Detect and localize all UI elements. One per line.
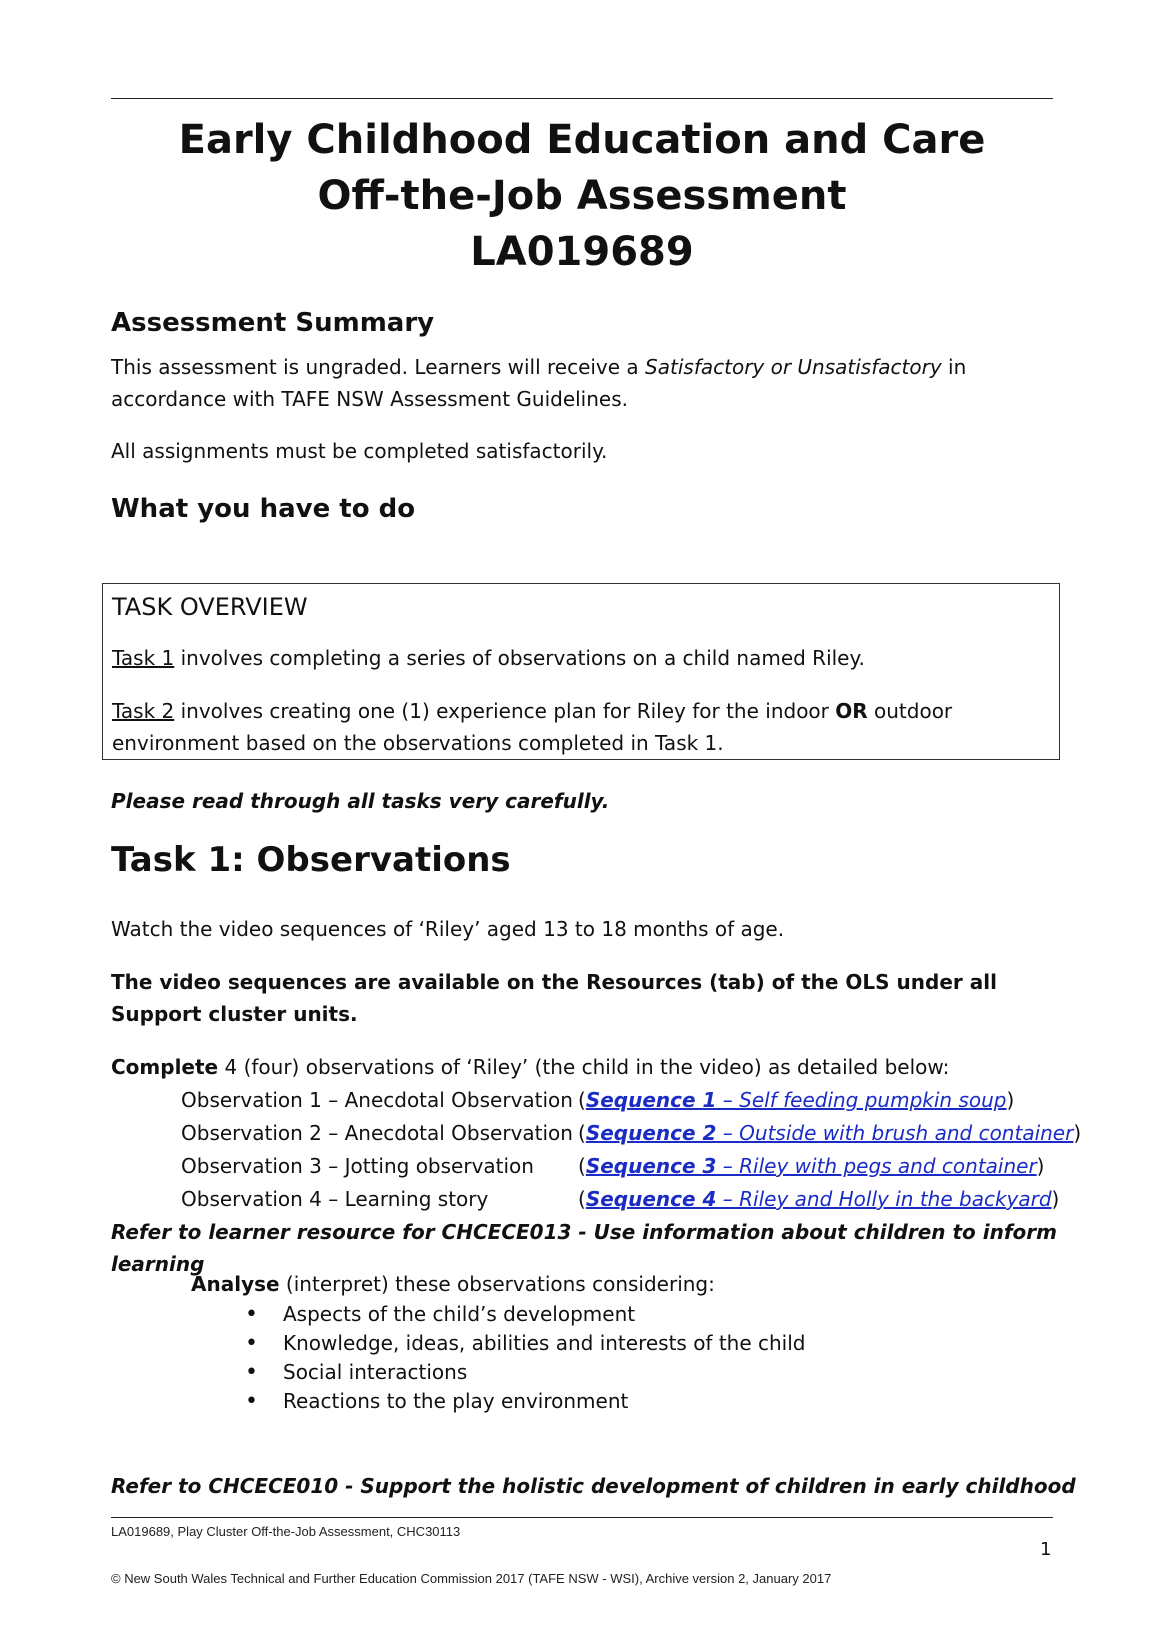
observation-row-1: Observation 1 – Anecdotal Observation (Sequence 1 – Self feeding pumpkin soup) <box>181 1084 1014 1116</box>
observation-label: Observation 4 – Learning story <box>181 1187 489 1211</box>
sequence-3-link[interactable]: Sequence 3 – Riley with pegs and container <box>585 1154 1037 1178</box>
sequence-4-link[interactable]: Sequence 4 – Riley and Holly in the backyard <box>585 1187 1052 1211</box>
title-line-2: Off-the-Job Assessment <box>317 173 847 219</box>
task-overview-box <box>102 583 1060 760</box>
observation-row-2: Observation 2 – Anecdotal Observation (Sequence 2 – Outside with brush and container) <box>181 1117 1081 1149</box>
task-1-link[interactable]: Task 1 <box>112 646 175 670</box>
task-1-summary: Task 1 involves completing a series of observations on a child named Riley. <box>112 646 865 670</box>
sequence-1-link[interactable]: Sequence 1 – Self feeding pumpkin soup <box>585 1088 1007 1112</box>
observation-row-3: Observation 3 – Jotting observation (Sequence 3 – Riley with pegs and container) <box>181 1150 1044 1182</box>
observation-label: Observation 2 – Anecdotal Observation <box>181 1121 573 1145</box>
list-item: • Social interactions <box>245 1358 806 1387</box>
sequence-2-link[interactable]: Sequence 2 – Outside with brush and container <box>585 1121 1074 1145</box>
analysis-bullet-list <box>245 1300 806 1416</box>
analyse-instruction: Analyse (interpret) these observations considering: <box>191 1272 715 1296</box>
list-item: • Reactions to the play environment <box>245 1387 806 1416</box>
what-to-do-heading: What you have to do <box>111 494 416 524</box>
footer-copyright: © New South Wales Technical and Further Education Commission 2017 (TAFE NSW - WSI), Archive version 2, January 2017 <box>111 1571 832 1586</box>
refer-chcece013-note: Refer to learner resource for CHCECE013 - Use information about children to inform learning <box>111 1220 1057 1276</box>
title-line-3: LA019689 <box>470 229 694 275</box>
task-overview-heading: TASK OVERVIEW <box>112 593 308 621</box>
task-1-heading: Task 1: Observations <box>111 840 511 880</box>
list-item: • Aspects of the child’s development <box>245 1300 806 1329</box>
document-title <box>111 112 1053 280</box>
summary-paragraph: This assessment is ungraded. Learners will receive a Satisfactory or Unsatisfactory in accordance with TAFE NSW Assessment Guidelines. <box>111 355 967 411</box>
grading-terms: Satisfactory or Unsatisfactory <box>645 355 942 379</box>
watch-instruction: Watch the video sequences of ‘Riley’ aged 13 to 18 months of age. <box>111 917 785 941</box>
task-2-summary: Task 2 involves creating one (1) experience plan for Riley for the indoor OR outdoor environment based on the observations completed in Task 1. <box>112 699 953 755</box>
page-number: 1 <box>1040 1539 1052 1560</box>
assessment-summary-heading: Assessment Summary <box>111 308 435 338</box>
complete-instruction: Complete 4 (four) observations of ‘Riley’ (the child in the video) as detailed below: <box>111 1055 950 1079</box>
footer-doc-reference: LA019689, Play Cluster Off-the-Job Assessment, CHC30113 <box>111 1524 461 1539</box>
read-carefully-note: Please read through all tasks very carefully. <box>111 789 610 813</box>
observation-row-4: Observation 4 – Learning story (Sequence 4 – Riley and Holly in the backyard) <box>181 1183 1059 1215</box>
footer-rule <box>111 1517 1053 1518</box>
completion-note: All assignments must be completed satisfactorily. <box>111 439 608 463</box>
refer-chcece010-note: Refer to CHCECE010 - Support the holistic development of children in early childhood <box>111 1474 1076 1498</box>
observation-label: Observation 1 – Anecdotal Observation <box>181 1088 573 1112</box>
header-rule <box>111 98 1053 99</box>
list-item: • Knowledge, ideas, abilities and interests of the child <box>245 1329 806 1358</box>
title-line-1: Early Childhood Education and Care <box>178 117 986 163</box>
observation-label: Observation 3 – Jotting observation <box>181 1154 534 1178</box>
task-2-link[interactable]: Task 2 <box>112 699 175 723</box>
video-availability-note: The video sequences are available on the Resources (tab) of the OLS under all Support cluster units. <box>111 970 997 1026</box>
